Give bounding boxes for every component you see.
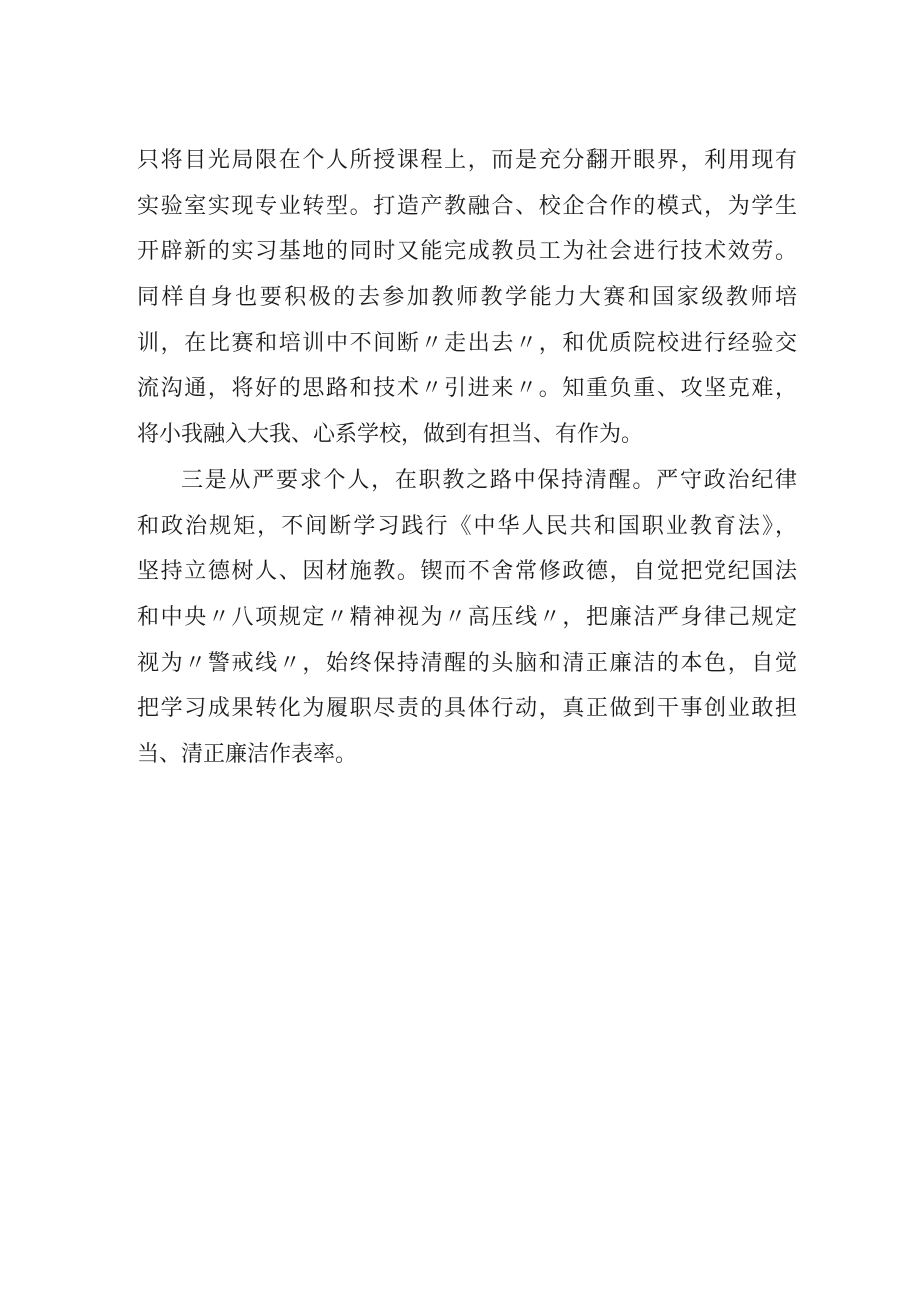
text-line: 和政治规矩，不间断学习践行《中华人民共和国职业教育法》， (137, 513, 797, 539)
text-line: 和中央〃八项规定〃精神视为〃高压线〃，把廉洁严身律己规定 (137, 604, 797, 630)
text-line: 三是从严要求个人，在职教之路中保持清醒。严守政治纪律 (181, 467, 797, 493)
text-line: 把学习成果转化为履职尽责的具体行动，真正做到干事创业敢担 (137, 696, 797, 722)
text-line: 当、清正廉洁作表率。 (137, 741, 358, 767)
text-line: 流沟通，将好的思路和技术〃引进来〃。知重负重、攻坚克难， (137, 376, 797, 402)
text-line: 开辟新的实习基地的同时又能完成教员工为社会进行技术效劳。 (137, 239, 797, 265)
text-line: 实验室实现专业转型。打造产教融合、校企合作的模式，为学生 (137, 193, 797, 219)
paragraph-continuation (137, 138, 797, 458)
text-line: 同样自身也要积极的去参加教师教学能力大赛和国家级教师培 (137, 285, 797, 311)
text-line: 训，在比赛和培训中不间断〃走出去〃，和优质院校进行经验交 (137, 330, 797, 356)
paragraph-third-point (137, 458, 797, 778)
text-line: 视为〃警戒线〃，始终保持清醒的头脑和清正廉洁的本色，自觉 (137, 650, 797, 676)
text-line: 坚持立德树人、因材施教。锲而不舍常修政德，自觉把党纪国法 (137, 559, 797, 585)
text-line: 将小我融入大我、心系学校，做到有担当、有作为。 (137, 422, 644, 448)
document-body (137, 138, 797, 778)
text-line: 只将目光局限在个人所授课程上，而是充分翻开眼界，利用现有 (137, 148, 797, 173)
